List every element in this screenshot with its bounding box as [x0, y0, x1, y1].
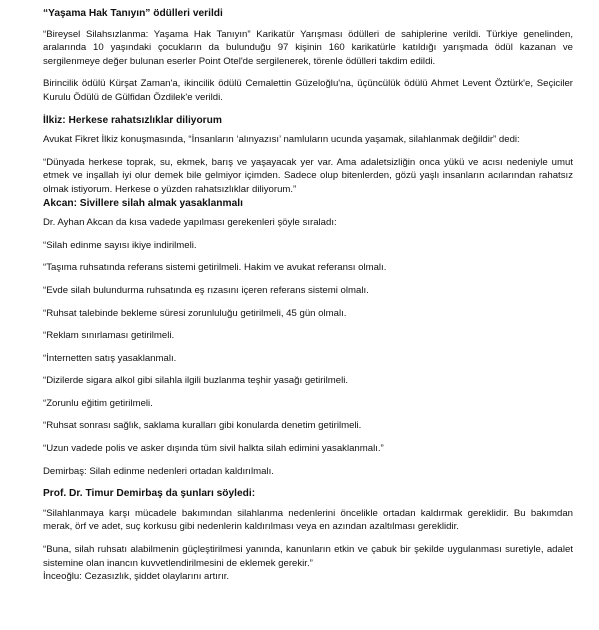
heading-ilkiz: İlkiz: Herkese rahatsızlıklar diliyorum: [43, 114, 222, 126]
list-item: “Evde silah bulundurma ruhsatında eş rızasını içeren referans sistemi olmalı.: [43, 284, 369, 296]
paragraph-demirbas-2: “Buna, silah ruhsatı alabilmenin güçleştirilmesi yanında, kanunların etkin ve çabuk bir şekilde uygulanması suretiyle, adalet sistemine olan inancın kuvvetlendirilmesini de eklemek gerekir.”: [43, 544, 573, 569]
paragraph-akcan-intro: Dr. Ayhan Akcan da kısa vadede yapılması gerekenleri şöyle sıraladı:: [43, 217, 337, 229]
paragraph-demirbas-1: “Silahlanmaya karşı mücadele bakımından silahlanma nedenlerini öncelikle ortadan kaldırmak gereklidir. Bu bakımdan merak, örf ve adet, suç korkusu gibi nedenlerin kaldırılması veya en azından azaltılması gereklidir.: [43, 507, 573, 533]
paragraph-award-2: Birincilik ödülü Kürşat Zaman'a, ikincilik ödülü Cemalettin Güzeloğlu'na, üçüncülük ödülü Ahmet Levent Öztürk'e, Seçiciler Kurulu Ödülü de Gülfidan Özdilek'e verildi.: [43, 78, 573, 103]
heading-award: “Yaşama Hak Tanıyın” ödülleri verildi: [43, 8, 223, 19]
list-item: “Reklam sınırlaması getirilmeli.: [43, 330, 175, 342]
list-item: “Taşıma ruhsatında referans sistemi getirilmeli. Hakim ve avukat referansı olmalı.: [43, 262, 387, 274]
list-item: “Ruhsat talebinde bekleme süresi zorunluluğu getirilmeli, 45 gün olmalı.: [43, 307, 347, 319]
heading-demirbas: Prof. Dr. Timur Demirbaş da şunları söyledi:: [43, 488, 256, 500]
list-item: “Ruhsat sonrası sağlık, saklama kuralları gibi konularda denetim getirilmeli.: [43, 420, 362, 432]
list-item: “Zorunlu eğitim getirilmeli.: [43, 397, 153, 409]
list-item: “Silah edinme sayısı ikiye indirilmeli.: [43, 239, 197, 251]
heading-akcan: Akcan: Sivillere silah almak yasaklanmalı: [43, 197, 243, 209]
paragraph-demirbas-note: Demirbaş: Silah edinme nedenleri ortadan kaldırılmalı.: [43, 465, 274, 477]
paragraph-inceoglu: İnceoğlu: Cezasızlık, şiddet olaylarını artırır.: [43, 571, 230, 583]
paragraph-ilkiz-quote: “Dünyada herkese toprak, su, ekmek, barış ve yaşayacak yer var. Ama adaletsizliğin onca yükü ve acısı nedeniyle umut etmek ve inşallah iyi olur demek bile gelmiyor içimden. Sadece olup bitenlerden, gözü yaşlı insanların acılarından rahatsız olmak istiyorum. Herkese o yüzden rahatsızlıklar diliyorum.”: [43, 156, 573, 195]
list-item: “Uzun vadede polis ve asker dışında tüm sivil halkta silah edimini yasaklanmalı.”: [43, 443, 384, 455]
paragraph-ilkiz-1: Avukat Fikret İlkiz konuşmasında, “İnsanların ‘alınyazısı’ namluların ucunda yaşamak, silahlanmak değildir” dedi:: [43, 134, 520, 146]
list-item: “Dizilerde sigara alkol gibi silahla ilgili buzlanma teşhir yasağı getirilmeli.: [43, 375, 348, 387]
document-page: [43, 7, 573, 593]
paragraph-award-1: “Bireysel Silahsızlanma: Yaşama Hak Tanıyın” Karikatür Yarışması ödülleri de sahiplerine verildi. Türkiye genelinden, aralarında 10 yaşındaki çocukların da bulunduğu 97 kişinin 160 karikatürle katıldığı yarışmada ödül kazanan ve sergilenmeye değer bulunan eserler Point Otel'de sergilenerek, törenle ödülleri takdim edildi.: [43, 28, 573, 67]
list-item: “İnternetten satış yasaklanmalı.: [43, 352, 177, 364]
